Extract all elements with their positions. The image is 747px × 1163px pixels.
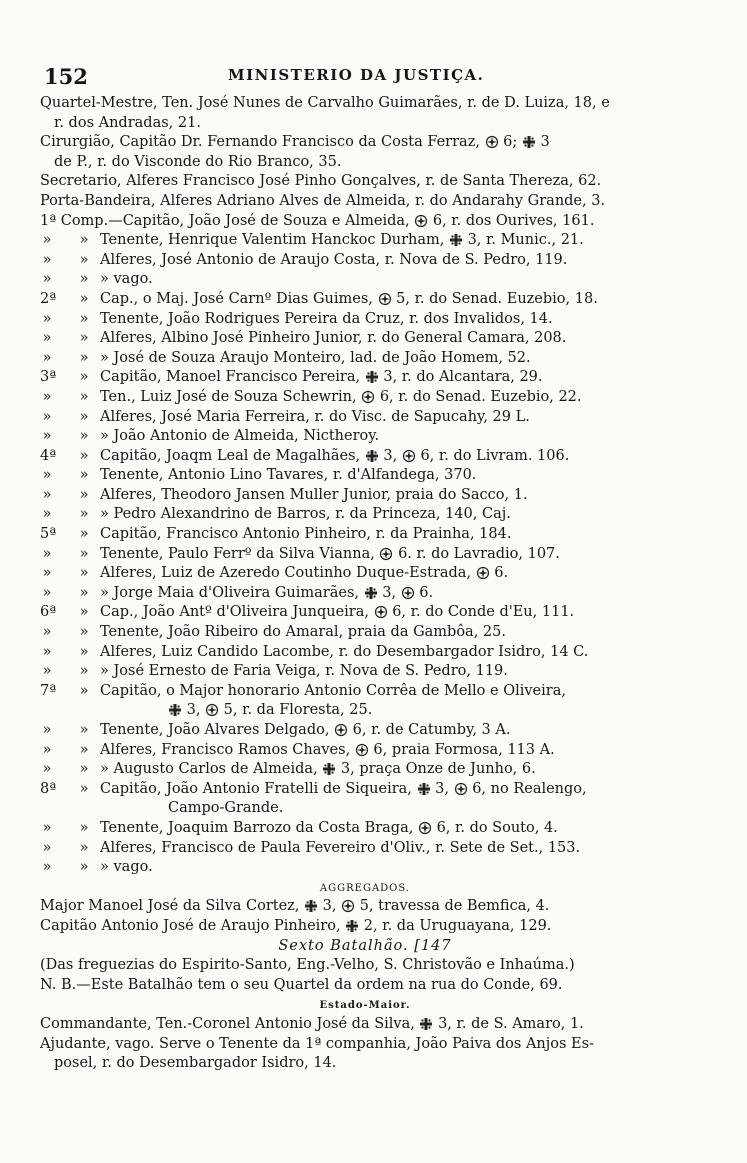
line-text: Alferes, José Maria Ferreira, r. do Visc. de Sapucahy, 29 L. (100, 408, 530, 425)
line-text: Alferes, Luiz Candido Lacombe, r. do Desembargador Isidro, 14 C. (100, 643, 589, 660)
document-line (40, 1054, 690, 1074)
company-mark: » (42, 859, 52, 876)
line-text: 6, r. do Senad. Euzebio, 22. (379, 388, 582, 405)
company-mark: » (42, 232, 52, 249)
document-line (40, 584, 690, 604)
ditto-mark: » (79, 545, 89, 562)
line-text: » Augusto Carlos de Almeida, (100, 761, 318, 778)
ditto-mark: » (79, 780, 89, 797)
line-text: Ten., Luiz José de Souza Schewrin, (100, 388, 357, 405)
line-text: 6, no Realengo, (472, 780, 587, 797)
order-star-icon (402, 449, 416, 463)
line-text: 6, r. de Catumby, 3 A. (352, 722, 511, 738)
page-number: 152 (44, 64, 88, 89)
line-text: 1ª Comp.—Capitão, João José de Souza e Almeida, (40, 212, 410, 229)
line-text: r. dos Andradas, 21. (54, 114, 201, 131)
line-text: 6, r. do Livram. 106. (420, 447, 570, 464)
document-line (40, 231, 690, 251)
line-text: posel, r. do Desembargador Isidro, 14. (54, 1055, 337, 1072)
document-line (40, 662, 690, 682)
document-line (40, 447, 690, 467)
document-line (40, 153, 690, 173)
line-text: 3, r. de S. Amaro, 1. (438, 1015, 584, 1032)
document-line (40, 760, 690, 780)
order-star-icon (401, 586, 415, 600)
company-mark: 6ª (40, 604, 57, 621)
ditto-mark: » (79, 819, 89, 836)
company-mark: 5ª (40, 526, 57, 543)
document-line (40, 897, 690, 917)
company-mark: » (42, 839, 52, 856)
document-line (40, 799, 690, 819)
line-text: Capitão Antonio José de Araujo Pinheiro, (40, 917, 341, 934)
ditto-mark: » (79, 232, 89, 249)
order-cross-icon (304, 899, 318, 913)
order-cross-icon (417, 782, 431, 796)
document-line (40, 251, 690, 271)
document-line (40, 721, 690, 741)
line-text: (Das freguezias do Espirito-Santo, Eng.-Velho, S. Christovão e Inhaúma.) (40, 957, 575, 974)
line-text: Alferes, Luiz de Azeredo Coutinho Duque-Estrada, (100, 565, 472, 582)
line-text: 3, (435, 780, 449, 797)
document-line (40, 329, 690, 349)
line-text: Capitão, Joaqm Leal de Magalhães, (100, 447, 361, 464)
line-text: Capitão, Manoel Francisco Pereira, (100, 369, 361, 386)
line-text: 6, praia Formosa, 113 A. (373, 741, 555, 758)
line-text: Tenente, Joaquim Barrozo da Costa Braga, (100, 819, 414, 836)
order-cross-icon (365, 370, 379, 384)
line-text: Porta-Bandeira, Alferes Adriano Alves de Almeida, r. do Andarahy Grande, 3. (40, 192, 606, 209)
page-header (44, 64, 684, 89)
line-text: 6. (494, 565, 509, 582)
order-cross-icon (364, 586, 378, 600)
ditto-mark: » (79, 310, 89, 327)
document-line (40, 603, 690, 623)
company-mark: » (42, 643, 52, 660)
order-cross-icon (345, 919, 359, 933)
line-text: Quartel-Mestre, Ten. José Nunes de Carvalho Guimarães, r. de D. Luiza, 18, e (40, 95, 610, 111)
line-text: Capitão, Francisco Antonio Pinheiro, r. da Prainha, 184. (100, 526, 512, 543)
document-line (40, 505, 690, 525)
order-cross-icon (522, 135, 536, 149)
order-star-icon (379, 547, 393, 561)
document-line (40, 545, 690, 565)
line-text: 5, travessa de Bemfica, 4. (359, 898, 550, 915)
document-line (40, 819, 690, 839)
company-mark: » (42, 722, 52, 738)
line-text: 2, r. da Uruguayana, 129. (363, 917, 552, 934)
line-text: Tenente, Henrique Valentim Hanckoc Durham, (100, 232, 445, 249)
document-line (40, 701, 690, 721)
document-line (40, 858, 690, 878)
line-text: Cap., o Maj. José Carnº Dias Guimes, (100, 290, 373, 307)
line-text: Tenente, João Rodrigues Pereira da Cruz, r. dos Invalidos, 14. (100, 310, 553, 327)
line-text: Campo-Grande. (168, 800, 284, 817)
document-line (40, 917, 690, 937)
company-mark: » (42, 741, 52, 758)
company-mark: » (42, 819, 52, 836)
order-star-icon (374, 605, 388, 619)
ditto-mark: » (79, 839, 89, 856)
company-mark: » (42, 408, 52, 425)
ditto-mark: » (79, 506, 89, 523)
company-mark: 2ª (40, 290, 57, 307)
ditto-mark: » (79, 741, 89, 758)
ditto-mark: » (79, 349, 89, 366)
document-line (40, 956, 690, 976)
line-text: 3, praça Onze de Junho, 6. (340, 761, 536, 778)
company-mark: » (42, 663, 52, 680)
document-line (40, 682, 690, 702)
ditto-mark: » (79, 859, 89, 876)
document-line (40, 388, 690, 408)
document-line (40, 270, 690, 290)
ditto-mark: » (79, 604, 89, 621)
line-text: » vago. (100, 271, 153, 288)
document-line (40, 212, 690, 232)
line-text: Major Manoel José da Silva Cortez, (40, 898, 300, 915)
line-text: 3, (382, 584, 397, 601)
order-cross-icon (449, 233, 463, 247)
document-line (40, 349, 690, 369)
company-mark: » (42, 271, 52, 288)
company-mark: » (42, 467, 52, 484)
line-text: 3, r. Munic., 21. (467, 232, 584, 249)
line-text: 5, r. do Senad. Euzebio, 18. (396, 290, 598, 307)
company-mark: » (42, 349, 52, 366)
order-cross-icon (168, 703, 182, 717)
ditto-mark: » (79, 722, 89, 738)
company-mark: » (42, 545, 52, 562)
line-text: Alferes, Albino José Pinheiro Junior, r. do General Camara, 208. (100, 330, 567, 347)
document-line (40, 133, 690, 153)
ditto-mark: » (79, 584, 89, 601)
company-mark: 7ª (40, 682, 57, 699)
order-star-icon (205, 703, 219, 717)
line-text: Tenente, Paulo Ferrº da Silva Vianna, (100, 545, 375, 562)
company-mark: 8ª (40, 780, 57, 797)
order-star-icon (418, 821, 432, 835)
document-line (40, 995, 690, 1015)
line-text: » vago. (100, 859, 153, 876)
ditto-mark: » (79, 388, 89, 405)
document-line (40, 878, 690, 898)
ditto-mark: » (79, 369, 89, 386)
order-star-icon (341, 899, 355, 913)
document-line (40, 94, 690, 114)
ditto-mark: » (79, 428, 89, 445)
document-line (40, 310, 690, 330)
line-text: 6; (503, 134, 518, 151)
line-text: Ajudante, vago. Serve o Tenente da 1ª companhia, João Paiva dos Anjos Es- (40, 1035, 594, 1052)
company-mark: » (42, 565, 52, 582)
company-mark: » (42, 251, 52, 268)
document-line (40, 172, 690, 192)
ditto-mark: » (79, 447, 89, 464)
order-star-icon (355, 743, 369, 757)
line-text: Capitão, João Antonio Fratelli de Siqueira, (100, 780, 412, 797)
line-text: Alferes, José Antonio de Araujo Costa, r. Nova de S. Pedro, 119. (100, 251, 568, 268)
line-text: AGGREGADOS. (319, 882, 411, 894)
line-text: 3, (383, 447, 398, 464)
line-text: N. B.—Este Batalhão tem o seu Quartel da ordem na rua do Conde, 69. (40, 976, 563, 993)
line-text: Cap., João Antº d'Oliveira Junqueira, (100, 604, 369, 621)
order-star-icon (414, 214, 428, 228)
text-lines (40, 94, 690, 1074)
order-cross-icon (322, 762, 336, 776)
document-line (40, 525, 690, 545)
company-mark: » (42, 761, 52, 778)
line-text: Commandante, Ten.-Coronel Antonio José da Silva, (40, 1015, 415, 1032)
company-mark: 3ª (40, 369, 57, 386)
ditto-mark: » (79, 408, 89, 425)
document-line (40, 486, 690, 506)
document-line (40, 937, 690, 957)
page-title: MINISTERIO DA JUSTIÇA. (228, 66, 485, 84)
line-text: 5, r. da Floresta, 25. (223, 702, 373, 719)
document-line (40, 408, 690, 428)
line-text: Cirurgião, Capitão Dr. Fernando Francisco da Costa Ferraz, (40, 134, 480, 151)
line-text: Estado-Maior. (319, 1000, 411, 1012)
line-text: Alferes, Francisco de Paula Fevereiro d'Oliv., r. Sete de Set., 153. (100, 839, 581, 856)
line-text: de P., r. do Visconde do Rio Branco, 35. (54, 153, 342, 170)
line-text: Tenente, João Alvares Delgado, (100, 722, 330, 738)
ditto-mark: » (79, 761, 89, 778)
line-text: » João Antonio de Almeida, Nictheroy. (100, 428, 380, 445)
ditto-mark: » (79, 290, 89, 307)
document-line (40, 427, 690, 447)
order-cross-icon (419, 1017, 433, 1031)
line-text: Sexto Batalhão. [147 (278, 937, 452, 954)
company-mark: » (42, 388, 52, 405)
ditto-mark: » (79, 643, 89, 660)
document-line (40, 643, 690, 663)
order-star-icon (378, 292, 392, 306)
document-line (40, 114, 690, 134)
ditto-mark: » (79, 251, 89, 268)
order-star-icon (361, 390, 375, 404)
company-mark: » (42, 330, 52, 347)
line-text: 3 (540, 134, 550, 151)
line-text: 6, r. dos Ourives, 161. (432, 212, 595, 229)
line-text: 3, r. do Alcantara, 29. (383, 369, 543, 386)
line-text: » Jorge Maia d'Oliveira Guimarães, (100, 584, 359, 601)
line-text: Alferes, Francisco Ramos Chaves, (100, 741, 351, 758)
line-text: » José Ernesto de Faria Veiga, r. Nova de S. Pedro, 119. (100, 663, 508, 680)
ditto-mark: » (79, 682, 89, 699)
ditto-mark: » (79, 565, 89, 582)
company-mark: » (42, 506, 52, 523)
company-mark: » (42, 310, 52, 327)
line-text: 6. (419, 584, 434, 601)
order-cross-icon (365, 449, 379, 463)
order-star-icon (485, 135, 499, 149)
line-text: Alferes, Theodoro Jansen Muller Junior, praia do Sacco, 1. (100, 486, 528, 503)
company-mark: » (42, 584, 52, 601)
ditto-mark: » (79, 486, 89, 503)
line-text: Capitão, o Major honorario Antonio Corrêa de Mello e Oliveira, (100, 682, 566, 699)
ditto-mark: » (79, 624, 89, 641)
document-line (40, 466, 690, 486)
document-line (40, 623, 690, 643)
document-line (40, 741, 690, 761)
order-star-icon (454, 782, 468, 796)
ditto-mark: » (79, 467, 89, 484)
document-line (40, 192, 690, 212)
document-line (40, 290, 690, 310)
line-text: 3, (186, 702, 201, 719)
line-text: 3, (322, 898, 337, 915)
document-line (40, 368, 690, 388)
document-line (40, 1015, 690, 1035)
line-text: » José de Souza Araujo Monteiro, lad. de João Homem, 52. (100, 349, 531, 366)
line-text: Tenente, Antonio Lino Tavares, r. d'Alfandega, 370. (100, 467, 477, 484)
line-text: Secretario, Alferes Francisco José Pinho Gonçalves, r. de Santa Thereza, 62. (40, 173, 602, 190)
ditto-mark: » (79, 330, 89, 347)
company-mark: » (42, 428, 52, 445)
company-mark: » (42, 624, 52, 641)
document-line (40, 976, 690, 996)
order-star-icon (334, 723, 348, 737)
company-mark: » (42, 486, 52, 503)
document-line (40, 564, 690, 584)
line-text: 6, r. do Conde d'Eu, 111. (392, 604, 575, 621)
order-star-icon (476, 566, 490, 580)
company-mark: 4ª (40, 447, 57, 464)
line-text: » Pedro Alexandrino de Barros, r. da Princeza, 140, Caj. (100, 506, 511, 523)
line-text: Tenente, João Ribeiro do Amaral, praia da Gambôa, 25. (100, 624, 506, 641)
ditto-mark: » (79, 526, 89, 543)
line-text: 6. r. do Lavradio, 107. (398, 545, 560, 562)
ditto-mark: » (79, 271, 89, 288)
document-line (40, 780, 690, 800)
document-line (40, 1035, 690, 1055)
ditto-mark: » (79, 663, 89, 680)
document-line (40, 839, 690, 859)
line-text: 6, r. do Souto, 4. (436, 819, 558, 836)
